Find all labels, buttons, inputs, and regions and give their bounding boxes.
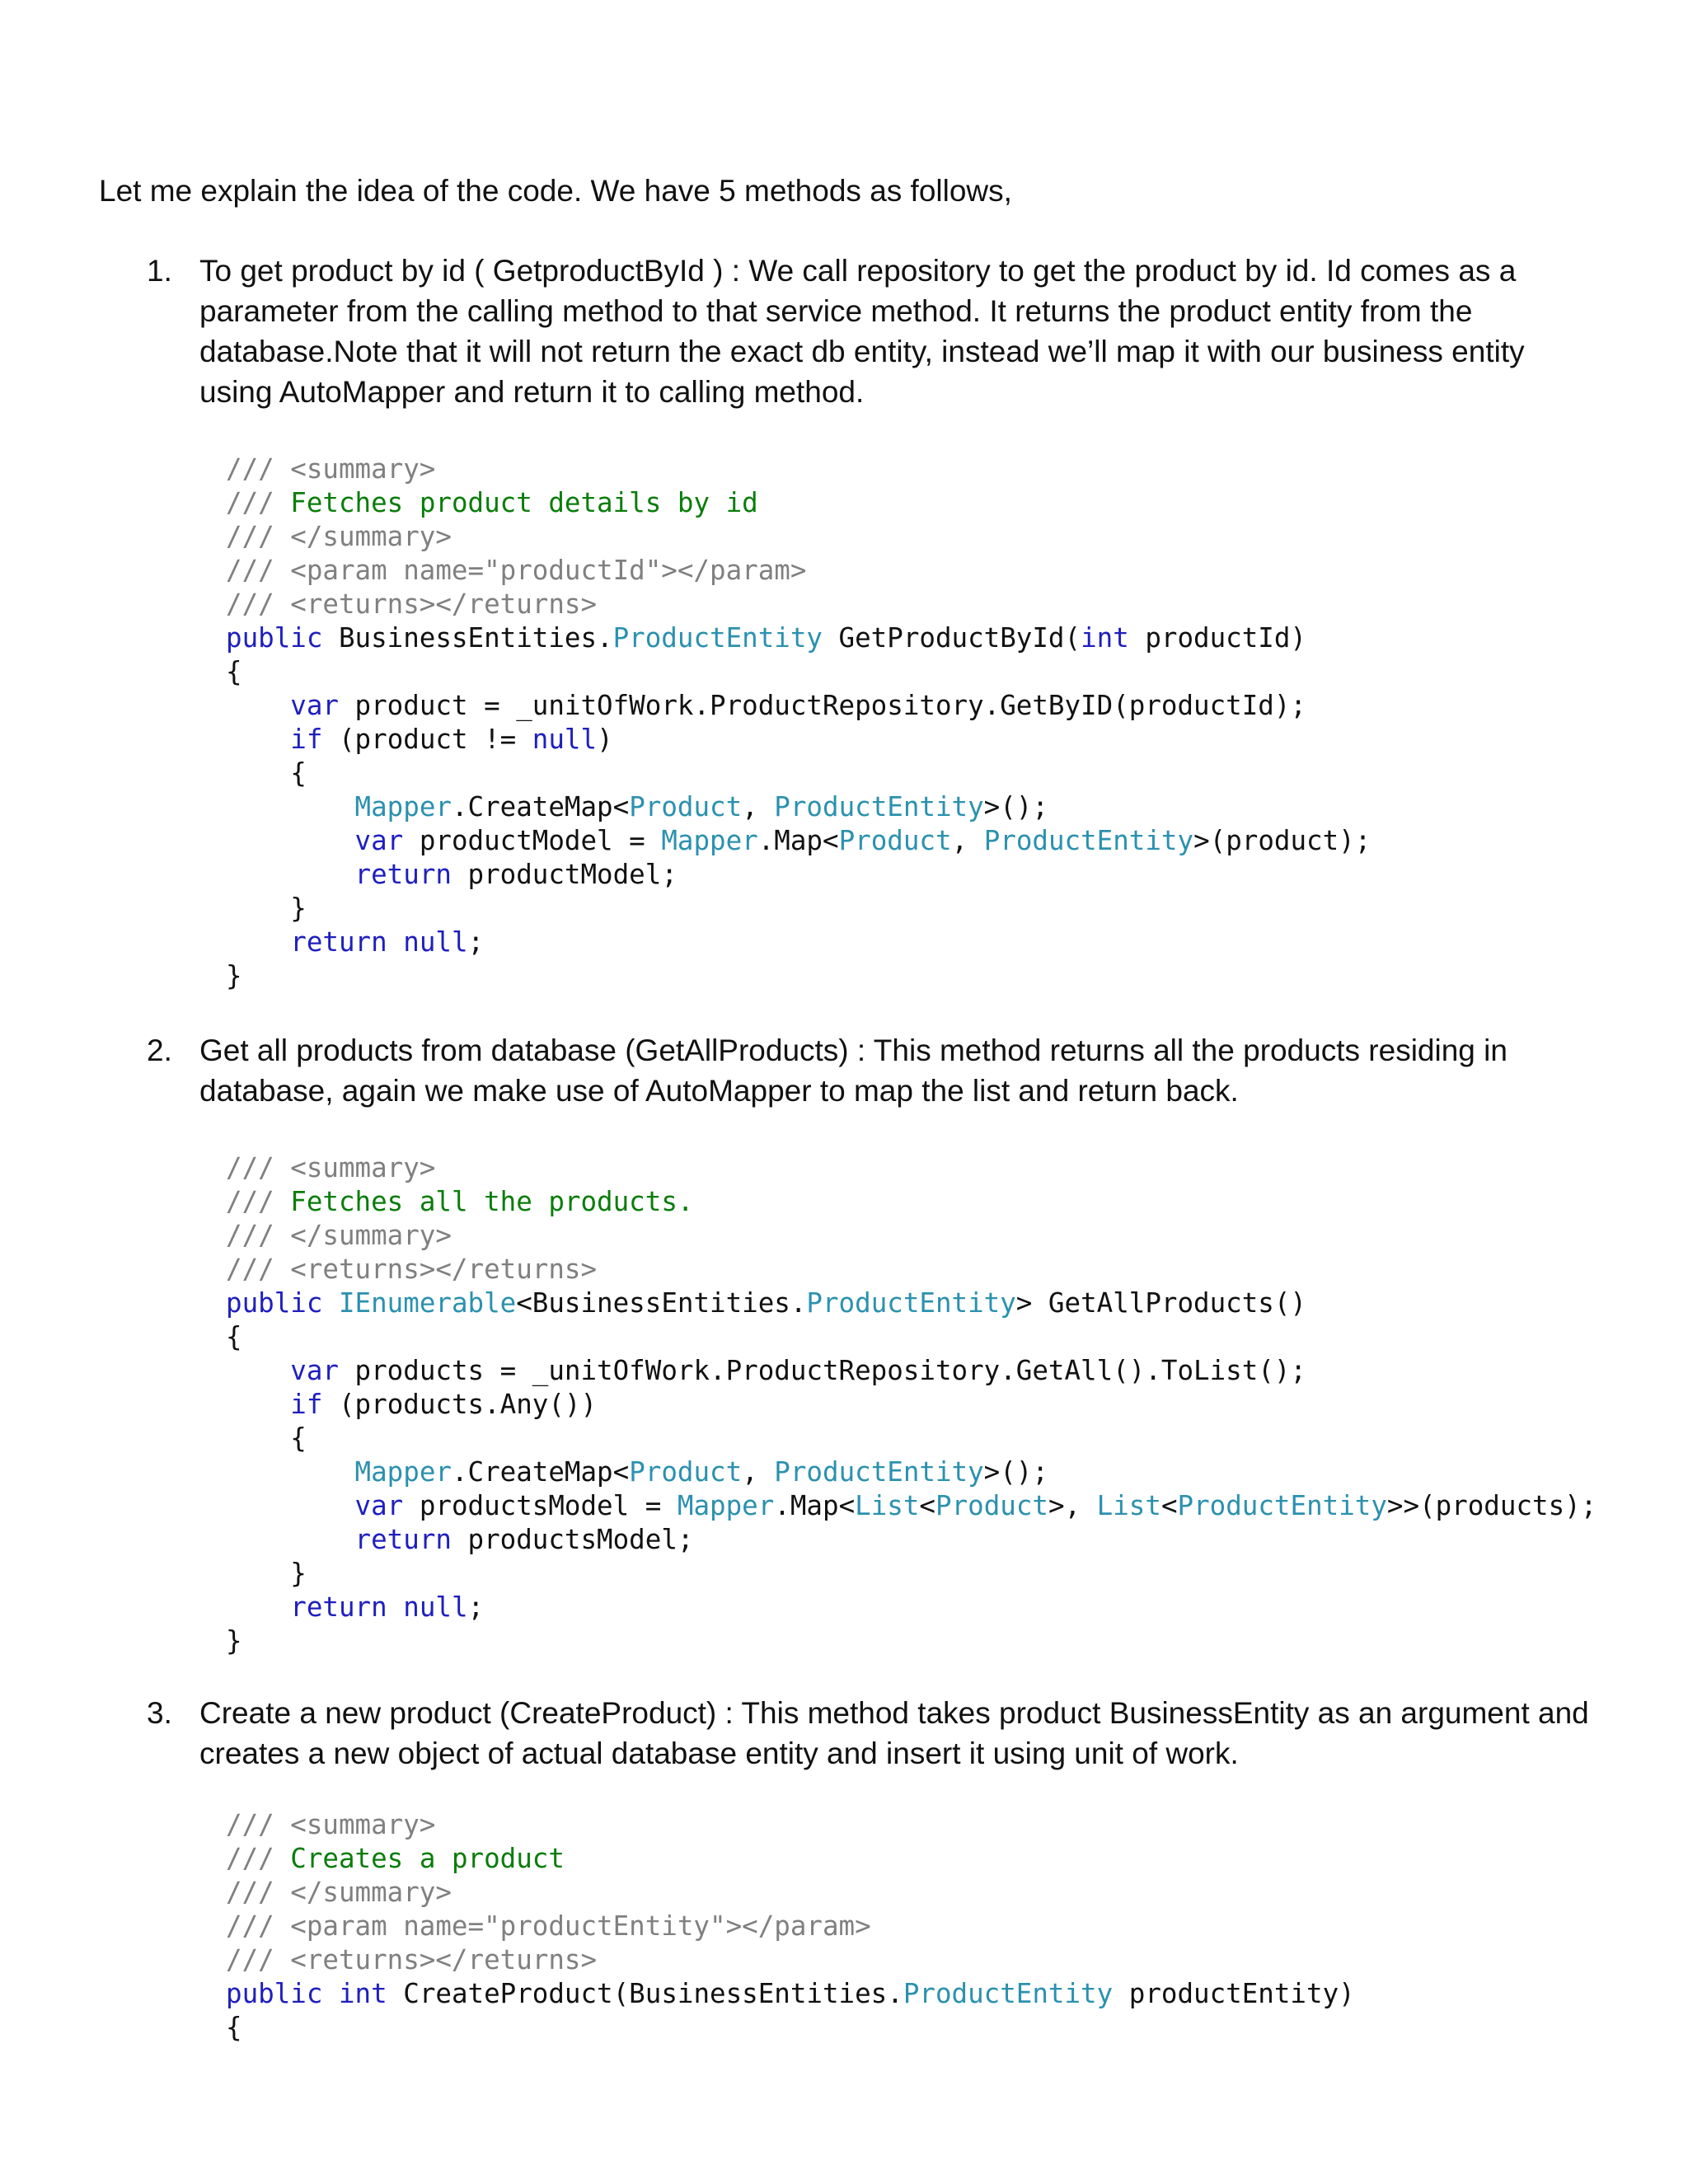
code-line [226, 520, 1371, 554]
text-line: To get product by id ( GetproductById ) : We call repository to get the product by id. Id comes as a [199, 254, 1517, 288]
type-token: Mapper [661, 825, 758, 856]
comment-text-token: Creates a product [290, 1843, 565, 1874]
type-token: ProductEntity [774, 791, 984, 823]
type-token: List [855, 1490, 920, 1521]
code-line [226, 486, 1371, 520]
keyword-token: null [532, 724, 598, 755]
comment-token: /// [226, 1843, 291, 1874]
code-line [226, 1808, 1355, 1842]
code-token: ) [597, 724, 613, 755]
code-line [226, 1876, 1355, 1910]
code-token: BusinessEntities. [322, 622, 613, 654]
code-token: } [226, 1558, 307, 1589]
code-token: >(); [983, 791, 1048, 823]
code-token: { [226, 757, 307, 789]
code-line [226, 2011, 1355, 2045]
code-line [226, 1320, 1597, 1354]
list-number: 3. [147, 1696, 172, 1730]
code-token: products = _unitOfWork.ProductRepository.GetAll().ToList(); [338, 1355, 1306, 1386]
code-line [226, 1977, 1355, 2011]
code-token: productsModel = [403, 1490, 678, 1521]
comment-token: /// </summary> [226, 1877, 452, 1908]
code-token: < [919, 1490, 935, 1521]
type-token: Product [629, 791, 743, 823]
list-item-text [199, 1030, 1634, 1111]
code-token: ; [467, 1591, 485, 1623]
code-token: productEntity) [1113, 1978, 1355, 2009]
type-token: Mapper [354, 1456, 452, 1488]
comment-token: /// <param name="productEntity"></param> [226, 1910, 871, 1942]
code-token: >(product); [1193, 825, 1372, 856]
code-token: product = _unitOfWork.ProductRepository.GetByID(productId); [338, 690, 1306, 721]
code-token: (product != [322, 724, 532, 755]
comment-text-token: Fetches product details by id [290, 487, 758, 518]
code-token [387, 926, 404, 958]
code-token [226, 1355, 290, 1386]
code-token [226, 1389, 290, 1420]
code-line [226, 1910, 1355, 1943]
code-line [226, 452, 1371, 486]
code-line [226, 621, 1371, 655]
text-line: Get all products from database (GetAllProducts) : This method returns all the products residing in [199, 1033, 1507, 1067]
type-token: Mapper [354, 791, 452, 823]
keyword-token: return [354, 1524, 452, 1555]
comment-token: /// <summary> [226, 1809, 436, 1840]
code-token: CreateProduct(BusinessEntities. [387, 1978, 903, 2009]
code-token [226, 1591, 290, 1623]
comment-token: /// [226, 1186, 291, 1217]
keyword-token: return [290, 926, 387, 958]
code-block-create-product [226, 1808, 1355, 2045]
keyword-token: public [226, 1978, 323, 2009]
code-line [226, 1354, 1597, 1388]
code-line [226, 1253, 1597, 1286]
code-token: (products.Any()) [322, 1389, 598, 1420]
keyword-token: int [1081, 622, 1129, 654]
keyword-token: public [226, 1287, 323, 1319]
code-line [226, 655, 1371, 689]
keyword-token: var [290, 1355, 339, 1386]
code-token [322, 1287, 339, 1319]
code-token: >>(products); [1386, 1490, 1597, 1521]
text-line: creates a new object of actual database entity and insert it using unit of work. [199, 1736, 1239, 1770]
text-line: Create a new product (CreateProduct) : This method takes product BusinessEntity as an argument and [199, 1696, 1589, 1730]
code-token: , [742, 791, 775, 823]
code-token: , [951, 825, 984, 856]
code-token: > GetAllProducts() [1015, 1287, 1306, 1319]
code-line [226, 1286, 1597, 1320]
keyword-token: null [403, 926, 468, 958]
code-token: { [226, 656, 242, 687]
code-token [226, 1524, 355, 1555]
comment-token: /// <returns></returns> [226, 1944, 598, 1975]
type-token: IEnumerable [338, 1287, 517, 1319]
keyword-token: return [354, 859, 452, 890]
keyword-token: public [226, 622, 323, 654]
type-token: Mapper [677, 1490, 775, 1521]
type-token: ProductEntity [983, 825, 1194, 856]
code-token [322, 1978, 339, 2009]
code-token [226, 1456, 355, 1488]
code-line [226, 892, 1371, 926]
comment-text-token: Fetches all the products. [290, 1186, 694, 1217]
code-token: < [1160, 1490, 1178, 1521]
comment-token: /// <summary> [226, 1152, 436, 1183]
code-line [226, 858, 1371, 892]
code-block-get-all-products [226, 1151, 1597, 1658]
text-line: database, again we make use of AutoMapper to map the list and return back. [199, 1074, 1239, 1108]
code-token: { [226, 1422, 307, 1454]
code-token: productsModel; [451, 1524, 694, 1555]
code-token: } [226, 960, 242, 991]
intro-paragraph: Let me explain the idea of the code. We have 5 methods as follows, [99, 174, 1012, 208]
code-line [226, 1219, 1597, 1253]
code-line [226, 723, 1371, 757]
keyword-token: int [338, 1978, 387, 2009]
comment-token: /// <param name="productId"></param> [226, 555, 807, 586]
comment-token: /// <returns></returns> [226, 588, 598, 620]
code-token: ; [467, 926, 485, 958]
type-token: List [1096, 1490, 1161, 1521]
code-token [226, 791, 355, 823]
code-line [226, 1842, 1355, 1876]
code-token: .CreateMap< [451, 791, 630, 823]
code-line [226, 959, 1371, 993]
keyword-token: var [354, 825, 404, 856]
keyword-token: return [290, 1591, 387, 1623]
code-token [226, 690, 290, 721]
text-line: database.Note that it will not return the exact db entity, instead we’ll map it with our business entity [199, 335, 1525, 368]
code-line [226, 1185, 1597, 1219]
code-line [226, 1455, 1597, 1489]
code-line [226, 1422, 1597, 1455]
comment-token: /// <returns></returns> [226, 1254, 598, 1285]
code-token: .Map< [774, 1490, 856, 1521]
code-token: productModel; [451, 859, 678, 890]
type-token: Product [629, 1456, 743, 1488]
code-line [226, 1523, 1597, 1557]
comment-token: /// <summary> [226, 453, 436, 485]
code-line [226, 554, 1371, 588]
type-token: Product [935, 1490, 1048, 1521]
code-line [226, 757, 1371, 790]
type-token: ProductEntity [1177, 1490, 1387, 1521]
type-token: ProductEntity [774, 1456, 984, 1488]
comment-token: /// </summary> [226, 521, 452, 552]
type-token: ProductEntity [903, 1978, 1114, 2009]
keyword-token: if [290, 724, 323, 755]
code-line [226, 790, 1371, 824]
code-token: .Map< [757, 825, 839, 856]
code-token: <BusinessEntities. [516, 1287, 807, 1319]
code-token: { [226, 2012, 242, 2043]
code-token: >(); [983, 1456, 1048, 1488]
code-line [226, 824, 1371, 858]
text-line: parameter from the calling method to that service method. It returns the product entity from the [199, 294, 1473, 328]
list-number: 2. [147, 1033, 172, 1067]
list-item-text [199, 1693, 1634, 1774]
code-line [226, 926, 1371, 959]
type-token: Product [838, 825, 952, 856]
code-token [387, 1591, 404, 1623]
code-token [226, 825, 355, 856]
list-item-text [199, 251, 1634, 412]
code-line [226, 1388, 1597, 1422]
keyword-token: null [403, 1591, 468, 1623]
code-line [226, 1591, 1597, 1624]
code-token: , [742, 1456, 775, 1488]
type-token: ProductEntity [806, 1287, 1016, 1319]
code-token: .CreateMap< [451, 1456, 630, 1488]
code-token [226, 724, 290, 755]
type-token: ProductEntity [612, 622, 823, 654]
code-line [226, 1489, 1597, 1523]
code-token: } [226, 1625, 242, 1657]
list-number: 1. [147, 254, 172, 288]
keyword-token: var [290, 690, 339, 721]
code-token: >, [1048, 1490, 1097, 1521]
code-token: productModel = [403, 825, 662, 856]
code-line [226, 1624, 1597, 1658]
code-token [226, 926, 290, 958]
code-token: { [226, 1321, 242, 1352]
code-token: GetProductById( [822, 622, 1081, 654]
code-line [226, 588, 1371, 621]
keyword-token: var [354, 1490, 404, 1521]
code-line [226, 1557, 1597, 1591]
text-line: using AutoMapper and return it to calling method. [199, 375, 865, 409]
code-token [226, 859, 355, 890]
code-token: productId) [1128, 622, 1306, 654]
code-block-get-product-by-id [226, 452, 1371, 993]
code-token: } [226, 893, 307, 924]
keyword-token: if [290, 1389, 323, 1420]
comment-token: /// [226, 487, 291, 518]
code-line [226, 1151, 1597, 1185]
code-line [226, 1943, 1355, 1977]
code-line [226, 689, 1371, 723]
comment-token: /// </summary> [226, 1220, 452, 1251]
code-token [226, 1490, 355, 1521]
